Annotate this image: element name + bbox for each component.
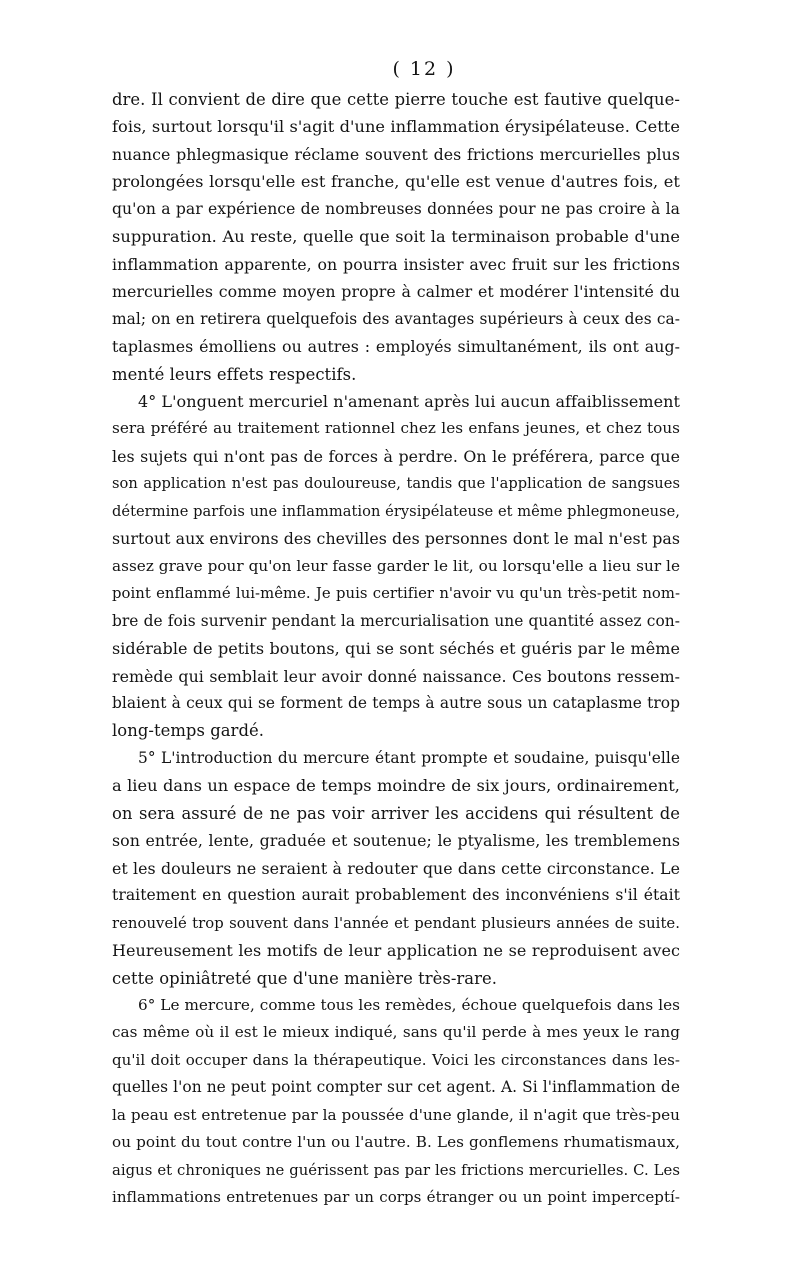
text-line: la peau est entretenue par la poussée d'une glande, il n'agit que très-peu bbox=[112, 1105, 680, 1124]
text-line: 5° L'introduction du mercure étant prompte et soudaine, puisqu'elle bbox=[138, 748, 680, 767]
text-line: sera préféré au traitement rationnel chez les enfans jeunes, et chez tous bbox=[112, 419, 680, 438]
text-line: son entrée, lente, graduée et soutenue; le ptyalisme, les tremblemens bbox=[112, 831, 680, 851]
text-line: quelles l'on ne peut point compter sur cet agent. A. Si l'inflammation de bbox=[112, 1078, 680, 1097]
text-line: remède qui semblait leur avoir donné naissance. Ces boutons ressem- bbox=[112, 666, 680, 686]
text-line: fois, surtout lorsqu'il s'agit d'une inflammation érysipélateuse. Cette bbox=[112, 117, 680, 137]
text-line: Heureusement les motifs de leur application ne se reproduisent avec bbox=[112, 941, 680, 961]
text-line: aigus et chroniques ne guérissent pas par les frictions mercurielles. C. Les bbox=[112, 1161, 680, 1179]
text-line: on sera assuré de ne pas voir arriver les accidens qui résultent de bbox=[112, 803, 680, 823]
text-line: nuance phlegmasique réclame souvent des frictions mercurielles plus bbox=[112, 144, 680, 164]
page-number: ( 12 ) bbox=[392, 58, 456, 80]
body-text bbox=[112, 86, 680, 1212]
text-line: renouvelé trop souvent dans l'année et pendant plusieurs années de suite. bbox=[112, 914, 680, 932]
text-line: prolongées lorsqu'elle est franche, qu'elle est venue d'autres fois, et bbox=[112, 172, 680, 192]
text-line: cas même où il est le mieux indiqué, sans qu'il perde à mes yeux le rang bbox=[112, 1023, 680, 1042]
text-line: 6° Le mercure, comme tous les remèdes, échoue quelquefois dans les bbox=[138, 995, 680, 1014]
text-line: ou point du tout contre l'un ou l'autre. B. Les gonflemens rhumatismaux, bbox=[112, 1133, 680, 1152]
text-line: inflammation apparente, on pourra insister avec fruit sur les frictions bbox=[112, 254, 680, 274]
text-line: a lieu dans un espace de temps moindre de six jours, ordinairement, bbox=[112, 776, 680, 796]
text-line: blaient à ceux qui se forment de temps à autre sous un cataplasme trop bbox=[112, 693, 680, 712]
text-line: détermine parfois une inflammation érysipélateuse et même phlegmoneuse, bbox=[112, 502, 680, 520]
text-line: assez grave pour qu'on leur fasse garder le lit, ou lorsqu'elle a lieu sur le bbox=[112, 556, 680, 575]
text-line: point enflammé lui-même. Je puis certifier n'avoir vu qu'un très-petit nom- bbox=[112, 585, 680, 603]
text-line: cette opiniâtreté que d'une manière très-rare. bbox=[112, 968, 498, 988]
text-line: traitement en question aurait probablement des inconvéniens s'il était bbox=[112, 886, 680, 905]
text-line: inflammations entretenues par un corps étranger ou un point imperceptí- bbox=[112, 1188, 680, 1207]
text-line: taplasmes émolliens ou autres : employés simultanément, ils ont aug- bbox=[112, 337, 680, 357]
text-line: son application n'est pas douloureuse, tandis que l'application de sangsues bbox=[112, 475, 680, 493]
text-line: sidérable de petits boutons, qui se sont séchés et guéris par le même bbox=[112, 639, 680, 659]
text-line: qu'on a par expérience de nombreuses données pour ne pas croire à la bbox=[112, 199, 680, 218]
text-line: mal; on en retirera quelquefois des avantages supérieurs à ceux des ca- bbox=[112, 309, 680, 328]
text-line: bre de fois survenir pendant la mercurialisation une quantité assez con- bbox=[112, 611, 680, 630]
text-line: surtout aux environs des chevilles des personnes dont le mal n'est pas bbox=[112, 529, 680, 549]
text-line: dre. Il convient de dire que cette pierre touche est fautive quelque- bbox=[112, 90, 680, 109]
text-line: menté leurs effets respectifs. bbox=[112, 364, 357, 384]
text-line: long-temps gardé. bbox=[112, 721, 264, 741]
text-line: mercurielles comme moyen propre à calmer et modérer l'intensité du bbox=[112, 282, 680, 302]
text-line: et les douleurs ne seraient à redouter que dans cette circonstance. Le bbox=[112, 858, 680, 878]
text-line: suppuration. Au reste, quelle que soit la terminaison probable d'une bbox=[112, 227, 680, 247]
text-line: les sujets qui n'ont pas de forces à perdre. On le préférera, parce que bbox=[112, 446, 680, 466]
text-line: qu'il doit occuper dans la thérapeutique. Voici les circonstances dans les- bbox=[112, 1050, 680, 1069]
text-line: 4° L'onguent mercuriel n'amenant après lui aucun affaiblissement bbox=[138, 391, 680, 411]
